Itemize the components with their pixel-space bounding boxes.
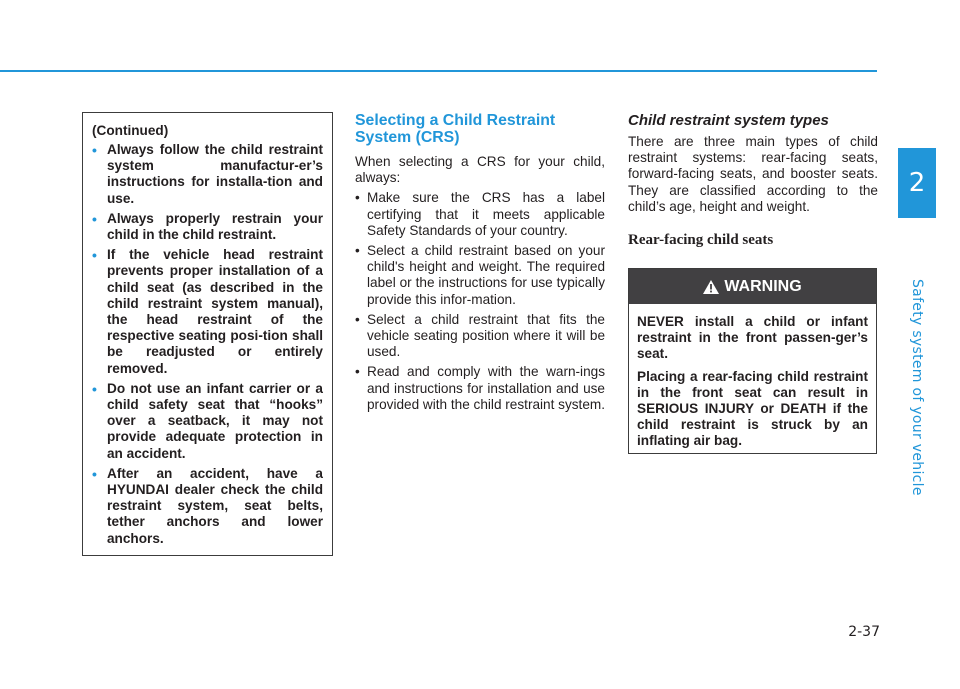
crs-types-section (628, 112, 878, 263)
warning-box (628, 268, 877, 454)
bullet-icon: • (355, 190, 360, 206)
types-heading: Child restraint system types (628, 112, 829, 129)
section-intro: When selecting a CRS for your child, always: (355, 154, 605, 186)
bullet-icon: • (92, 142, 97, 158)
chapter-number-box (898, 148, 936, 218)
bullet-icon: • (92, 247, 97, 264)
continued-warning-box (82, 112, 333, 556)
chapter-number: 2 (908, 168, 926, 198)
types-body: There are three main types of child restraint systems: rear-facing seats, forward-facing seats, and booster seats. They are classified according to the child’s age, height and weight. (628, 134, 878, 214)
warning-text: If the vehicle head restraint prevents proper installation of a child seat (as described in the child restraint system manual), the head restraint of the respective seating posi-tion shall be readjusted or entirely removed. (107, 247, 323, 376)
rear-facing-heading: Rear-facing child seats (628, 232, 774, 249)
crs-list (355, 190, 605, 413)
warning-text: Always follow the child restraint system manufactur-er’s instructions for installa-tion and use. (107, 142, 323, 206)
list-item-text: Select a child restraint based on your child's height and weight. The required label or the instructions for use typically provide this infor-mation. (367, 243, 605, 307)
warning-header (629, 269, 876, 304)
warning-triangle-icon (703, 280, 719, 294)
warning-item (92, 211, 323, 243)
warning-item (92, 381, 323, 462)
warning-body (629, 304, 876, 462)
chapter-title: Safety system of your vehicle (909, 278, 925, 496)
bullet-icon: • (355, 311, 360, 327)
bullet-icon: • (92, 210, 97, 227)
selecting-crs-section (355, 112, 605, 417)
warning-text: Always properly restrain your child in the child restraint. (107, 210, 323, 243)
list-item (355, 243, 605, 308)
warning-paragraph: Placing a rear-facing child restraint in the front seat can result in SERIOUS INJURY or DEATH if the child restraint is struck by an inflating air bag. (637, 368, 868, 449)
list-item (355, 364, 605, 413)
list-item (355, 312, 605, 361)
list-item (355, 190, 605, 239)
warning-paragraph: NEVER install a child or infant restraint in the front passen-ger’s seat. (637, 314, 868, 362)
section-heading: Selecting a Child Restraint System (CRS) (355, 112, 556, 146)
list-item-text: Select a child restraint that fits the vehicle seating position where it will be used. (367, 311, 605, 360)
warning-text: After an accident, have a HYUNDAI dealer check the child restraint system, seat belts, tether anchors and lower anchors. (107, 465, 323, 546)
warning-title: WARNING (724, 277, 802, 295)
header-rule (0, 70, 877, 72)
warning-item (92, 142, 323, 207)
page-number: 2-37 (848, 624, 880, 640)
bullet-icon: • (92, 465, 97, 482)
chapter-side-tab (898, 148, 936, 592)
list-item-text: Read and comply with the warn-ings and instructions for installation and use provided with the child restraint system. (367, 364, 605, 412)
bullet-icon: • (355, 243, 360, 259)
continued-label: (Continued) (92, 123, 169, 138)
warning-item (92, 466, 323, 547)
list-item-text: Make sure the CRS has a label certifying that it meets applicable Safety Standards of your country. (367, 190, 605, 238)
warning-text: Do not use an infant carrier or a child safety seat that “hooks” over a seatback, it may not provide adequate protection in an accident. (107, 380, 323, 461)
bullet-icon: • (355, 364, 360, 380)
bullet-icon: • (92, 380, 97, 397)
warning-list (92, 142, 323, 547)
warning-item (92, 247, 323, 377)
